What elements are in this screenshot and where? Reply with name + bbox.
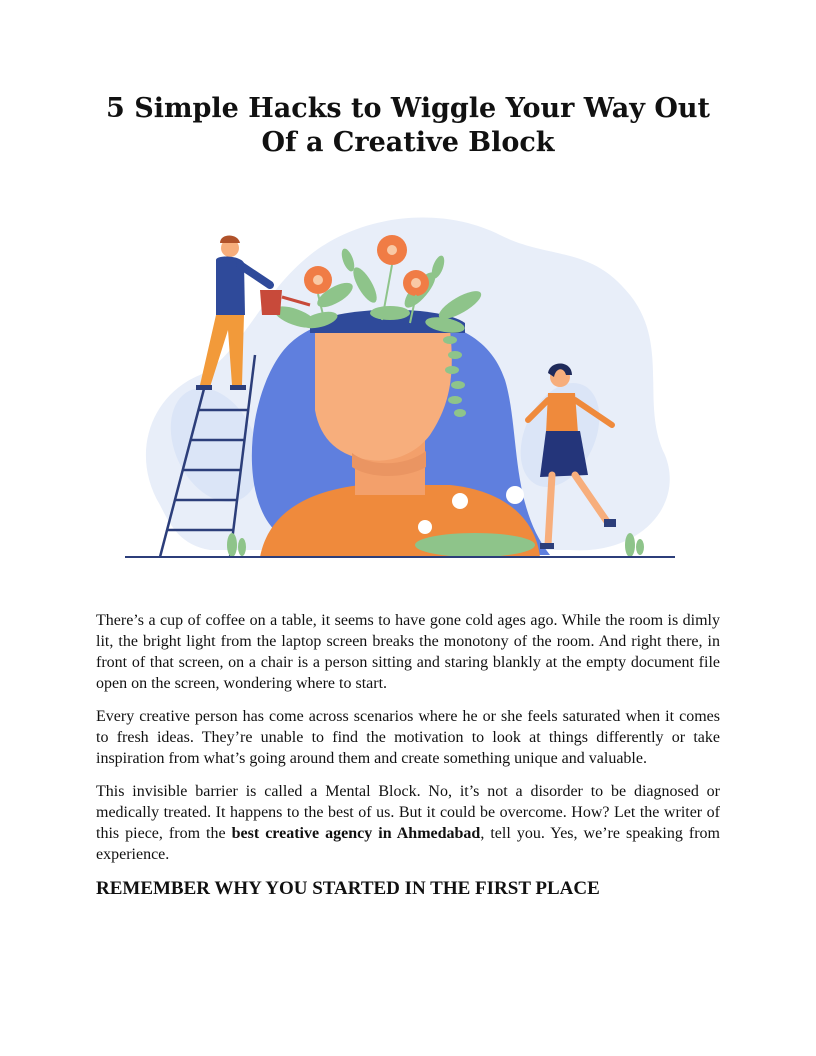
paragraph-1: There’s a cup of coffee on a table, it seems to have gone cold ages ago. While the room is dimly lit, the bright light from the laptop screen breaks the monotony of the room. And right there, in front of that screen, on a chair is a person sitting and staring blankly at the empty document file open on the screen, wondering where to start.	[96, 612, 720, 692]
article-body	[96, 610, 720, 901]
paragraph-3-text-after: , tell you. Yes, we’re speaking from experience.	[96, 825, 721, 863]
flower	[377, 235, 407, 265]
flower	[304, 266, 332, 294]
paragraph-3-text-before: This invisible barrier is called a Mental Block. No, it’s not a disorder to be diagnosed or medically treated. It happens to the best of us. But it could be overcome. How? Let the writer of this piece, from the	[96, 783, 720, 842]
flower	[403, 270, 429, 296]
paragraph-2: Every creative person has come across scenarios where he or she feels saturated when it comes to fresh ideas. They’re unable to find the motivation to look at things differently or take inspiration from what’s going around them and create something unique and valuable.	[96, 708, 720, 767]
document-title: 5 Simple Hacks to Wiggle Your Way Out Of a Creative Block	[106, 93, 710, 158]
section-heading: REMEMBER WHY YOU STARTED IN THE FIRST PLACE	[96, 878, 600, 899]
creative-block-illustration	[120, 205, 690, 570]
paragraph-3	[96, 781, 720, 865]
agency-link[interactable]: best creative agency in Ahmedabad	[231, 825, 481, 842]
